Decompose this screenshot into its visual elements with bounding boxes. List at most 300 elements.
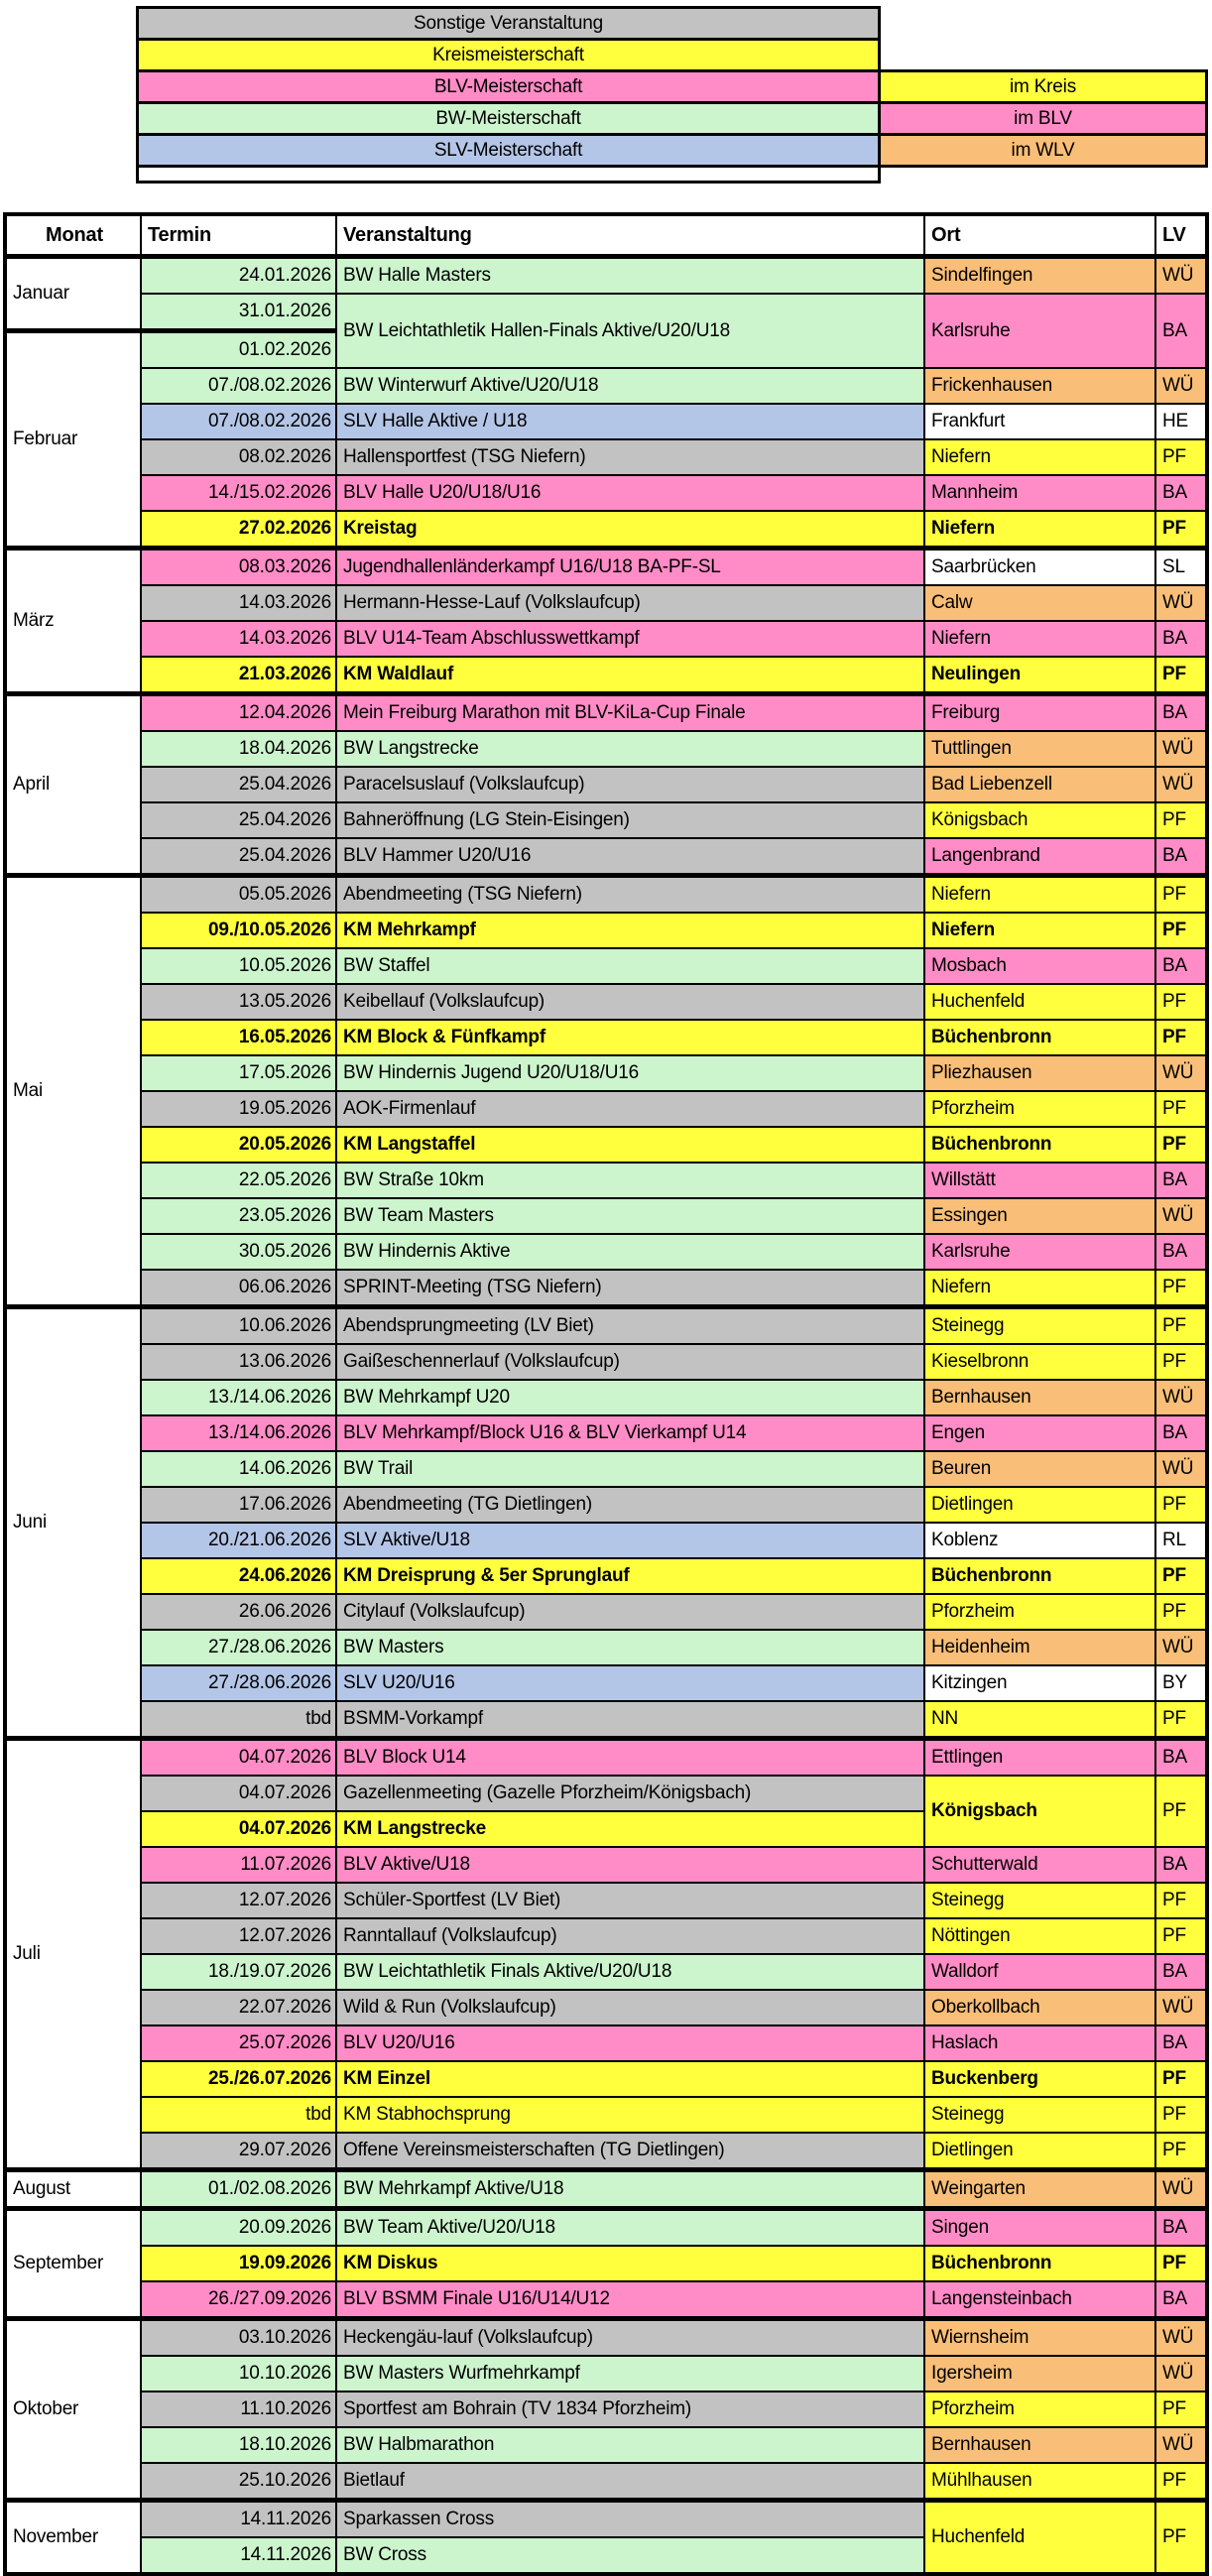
event-row bbox=[5, 439, 1207, 475]
col-header-veranstaltung: Veranstaltung bbox=[336, 214, 924, 257]
cell-lv: HE bbox=[1155, 404, 1207, 439]
cell-termin: 10.05.2026 bbox=[141, 948, 336, 984]
event-row bbox=[5, 511, 1207, 549]
cell-lv: BY bbox=[1155, 1665, 1207, 1701]
cell-lv: WÜ bbox=[1155, 1380, 1207, 1415]
cell-monat: März bbox=[5, 549, 141, 694]
event-row bbox=[5, 1954, 1207, 1990]
cell-termin: 25.04.2026 bbox=[141, 802, 336, 838]
table-header bbox=[5, 214, 1207, 257]
cell-termin: 26.06.2026 bbox=[141, 1594, 336, 1630]
cell-ort: Wiernsheim bbox=[924, 2319, 1155, 2357]
cell-event: KM Block & Fünfkampf bbox=[336, 1020, 924, 1055]
cell-event: KM Stabhochsprung bbox=[336, 2097, 924, 2133]
cell-ort: Bernhausen bbox=[924, 1380, 1155, 1415]
cell-termin: 07./08.02.2026 bbox=[141, 368, 336, 404]
cell-lv: BA bbox=[1155, 1739, 1207, 1777]
cell-termin: 25.10.2026 bbox=[141, 2463, 336, 2501]
cell-ort: Pforzheim bbox=[924, 1594, 1155, 1630]
event-row bbox=[5, 731, 1207, 767]
cell-termin: 16.05.2026 bbox=[141, 1020, 336, 1055]
cell-lv: PF bbox=[1155, 1883, 1207, 1918]
cell-lv: PF bbox=[1155, 876, 1207, 914]
cell-event: Bietlauf bbox=[336, 2463, 924, 2501]
cell-termin: 14./15.02.2026 bbox=[141, 475, 336, 511]
cell-lv: BA bbox=[1155, 294, 1207, 368]
cell-lv: PF bbox=[1155, 1558, 1207, 1594]
cell-event: AOK-Firmenlauf bbox=[336, 1091, 924, 1127]
cell-event: SLV Halle Aktive / U18 bbox=[336, 404, 924, 439]
event-row bbox=[5, 657, 1207, 694]
cell-event: Offene Vereinsmeisterschaften (TG Dietlingen) bbox=[336, 2133, 924, 2170]
cell-event: BW Trail bbox=[336, 1451, 924, 1487]
event-row bbox=[5, 913, 1207, 948]
event-row bbox=[5, 2356, 1207, 2392]
cell-lv: BA bbox=[1155, 1847, 1207, 1883]
cell-ort: Langenbrand bbox=[924, 838, 1155, 876]
cell-termin: 24.06.2026 bbox=[141, 1558, 336, 1594]
event-row bbox=[5, 1451, 1207, 1487]
cell-lv: WÜ bbox=[1155, 767, 1207, 802]
event-row bbox=[5, 767, 1207, 802]
cell-lv: PF bbox=[1155, 2463, 1207, 2501]
event-row bbox=[5, 621, 1207, 657]
cell-ort: Dietlingen bbox=[924, 1487, 1155, 1523]
event-row bbox=[5, 1739, 1207, 1777]
cell-event: Paracelsuslauf (Volkslaufcup) bbox=[336, 767, 924, 802]
cell-ort: Weingarten bbox=[924, 2170, 1155, 2209]
event-row bbox=[5, 475, 1207, 511]
col-header-lv: LV bbox=[1155, 214, 1207, 257]
cell-termin: 25./26.07.2026 bbox=[141, 2061, 336, 2097]
cell-lv: PF bbox=[1155, 1020, 1207, 1055]
event-row bbox=[5, 1163, 1207, 1198]
legend-label: Kreismeisterschaft bbox=[138, 40, 880, 71]
event-row bbox=[5, 2427, 1207, 2463]
cell-event: BW Masters Wurfmehrkampf bbox=[336, 2356, 924, 2392]
cell-termin: 12.07.2026 bbox=[141, 1883, 336, 1918]
cell-event: BW Team Aktive/U20/U18 bbox=[336, 2209, 924, 2247]
cell-ort: Igersheim bbox=[924, 2356, 1155, 2392]
cell-event: Sparkassen Cross bbox=[336, 2501, 924, 2538]
cell-ort: Haslach bbox=[924, 2025, 1155, 2061]
cell-event: BLV Mehrkampf/Block U16 & BLV Vierkampf U14 bbox=[336, 1415, 924, 1451]
cell-event: BW Leichtathletik Finals Aktive/U20/U18 bbox=[336, 1954, 924, 1990]
cell-termin: 14.11.2026 bbox=[141, 2537, 336, 2574]
cell-monat: September bbox=[5, 2209, 141, 2319]
cell-lv: BA bbox=[1155, 1415, 1207, 1451]
cell-termin: 22.07.2026 bbox=[141, 1990, 336, 2025]
cell-ort: Büchenbronn bbox=[924, 2246, 1155, 2281]
event-row bbox=[5, 2097, 1207, 2133]
cell-ort: Büchenbronn bbox=[924, 1558, 1155, 1594]
legend-label: BLV-Meisterschaft bbox=[138, 71, 880, 103]
cell-ort: Karlsruhe bbox=[924, 1234, 1155, 1270]
cell-termin: 13./14.06.2026 bbox=[141, 1380, 336, 1415]
cell-ort: Büchenbronn bbox=[924, 1127, 1155, 1163]
event-row bbox=[5, 1701, 1207, 1739]
event-row bbox=[5, 2133, 1207, 2170]
cell-lv: WÜ bbox=[1155, 2319, 1207, 2357]
cell-event: SLV Aktive/U18 bbox=[336, 1523, 924, 1558]
event-row bbox=[5, 257, 1207, 295]
cell-lv: PF bbox=[1155, 2501, 1207, 2575]
cell-ort: Königsbach bbox=[924, 1776, 1155, 1847]
event-row bbox=[5, 1594, 1207, 1630]
cell-ort: Niefern bbox=[924, 876, 1155, 914]
cell-lv: RL bbox=[1155, 1523, 1207, 1558]
legend bbox=[136, 6, 1208, 184]
cell-event: Sportfest am Bohrain (TV 1834 Pforzheim) bbox=[336, 2392, 924, 2427]
cell-event: BLV Hammer U20/U16 bbox=[336, 838, 924, 876]
cell-lv: PF bbox=[1155, 1918, 1207, 1954]
cell-event: BLV Halle U20/U18/U16 bbox=[336, 475, 924, 511]
cell-termin: 25.04.2026 bbox=[141, 838, 336, 876]
cell-lv: BA bbox=[1155, 1954, 1207, 1990]
legend-scope-label: im WLV bbox=[880, 135, 1207, 167]
cell-lv: WÜ bbox=[1155, 2170, 1207, 2209]
cell-termin: 11.07.2026 bbox=[141, 1847, 336, 1883]
cell-lv: WÜ bbox=[1155, 368, 1207, 404]
cell-ort: NN bbox=[924, 1701, 1155, 1739]
cell-lv: PF bbox=[1155, 1307, 1207, 1345]
cell-event: KM Waldlauf bbox=[336, 657, 924, 694]
event-row bbox=[5, 1847, 1207, 1883]
cell-lv: WÜ bbox=[1155, 1055, 1207, 1091]
cell-event: KM Dreisprung & 5er Sprunglauf bbox=[336, 1558, 924, 1594]
cell-lv: PF bbox=[1155, 1127, 1207, 1163]
event-row bbox=[5, 549, 1207, 586]
cell-lv: WÜ bbox=[1155, 1198, 1207, 1234]
cell-lv: BA bbox=[1155, 694, 1207, 732]
cell-event: BLV Aktive/U18 bbox=[336, 1847, 924, 1883]
cell-monat: Mai bbox=[5, 876, 141, 1307]
event-row bbox=[5, 2319, 1207, 2357]
cell-event: Jugendhallenländerkampf U16/U18 BA-PF-SL bbox=[336, 549, 924, 586]
cell-termin: 14.03.2026 bbox=[141, 621, 336, 657]
event-row bbox=[5, 368, 1207, 404]
legend-scope-label: im Kreis bbox=[880, 71, 1207, 103]
cell-monat: August bbox=[5, 2170, 141, 2209]
cell-termin: 18./19.07.2026 bbox=[141, 1954, 336, 1990]
cell-lv: WÜ bbox=[1155, 2427, 1207, 2463]
legend-empty-cell bbox=[880, 167, 1207, 183]
cell-termin: 22.05.2026 bbox=[141, 1163, 336, 1198]
cell-event: BW Halle Masters bbox=[336, 257, 924, 295]
cell-ort: Mosbach bbox=[924, 948, 1155, 984]
cell-termin: 06.06.2026 bbox=[141, 1270, 336, 1307]
cell-event: BLV BSMM Finale U16/U14/U12 bbox=[336, 2281, 924, 2319]
cell-lv: PF bbox=[1155, 2392, 1207, 2427]
cell-event: BW Masters bbox=[336, 1630, 924, 1665]
cell-termin: 27./28.06.2026 bbox=[141, 1630, 336, 1665]
cell-termin: 18.10.2026 bbox=[141, 2427, 336, 2463]
cell-termin: 26./27.09.2026 bbox=[141, 2281, 336, 2319]
cell-termin: 27./28.06.2026 bbox=[141, 1665, 336, 1701]
event-row bbox=[5, 948, 1207, 984]
cell-ort: Huchenfeld bbox=[924, 984, 1155, 1020]
cell-ort: Niefern bbox=[924, 511, 1155, 549]
cell-lv: WÜ bbox=[1155, 2356, 1207, 2392]
cell-termin: 10.10.2026 bbox=[141, 2356, 336, 2392]
cell-event: BW Hindernis Aktive bbox=[336, 1234, 924, 1270]
cell-event: BLV U20/U16 bbox=[336, 2025, 924, 2061]
cell-lv: WÜ bbox=[1155, 1990, 1207, 2025]
cell-ort: Oberkollbach bbox=[924, 1990, 1155, 2025]
cell-event: Wild & Run (Volkslaufcup) bbox=[336, 1990, 924, 2025]
cell-termin: 09./10.05.2026 bbox=[141, 913, 336, 948]
cell-ort: Willstätt bbox=[924, 1163, 1155, 1198]
legend-empty-cell bbox=[880, 40, 1207, 71]
cell-termin: 01.02.2026 bbox=[141, 331, 336, 369]
cell-ort: Huchenfeld bbox=[924, 2501, 1155, 2575]
cell-termin: 13./14.06.2026 bbox=[141, 1415, 336, 1451]
cell-termin: 07./08.02.2026 bbox=[141, 404, 336, 439]
cell-lv: BA bbox=[1155, 1163, 1207, 1198]
cell-termin: 12.07.2026 bbox=[141, 1918, 336, 1954]
col-header-termin: Termin bbox=[141, 214, 336, 257]
cell-event: BW Team Masters bbox=[336, 1198, 924, 1234]
cell-lv: PF bbox=[1155, 913, 1207, 948]
event-row bbox=[5, 1918, 1207, 1954]
cell-lv: WÜ bbox=[1155, 257, 1207, 295]
cell-event: BW Mehrkampf U20 bbox=[336, 1380, 924, 1415]
cell-ort: Ettlingen bbox=[924, 1739, 1155, 1777]
cell-ort: Buckenberg bbox=[924, 2061, 1155, 2097]
cell-ort: Kitzingen bbox=[924, 1665, 1155, 1701]
event-row bbox=[5, 2392, 1207, 2427]
cell-event: Hallensportfest (TSG Niefern) bbox=[336, 439, 924, 475]
cell-lv: PF bbox=[1155, 1701, 1207, 1739]
event-row bbox=[5, 1344, 1207, 1380]
event-row bbox=[5, 2025, 1207, 2061]
cell-monat: Juni bbox=[5, 1307, 141, 1739]
cell-ort: Niefern bbox=[924, 1270, 1155, 1307]
cell-event: SPRINT-Meeting (TSG Niefern) bbox=[336, 1270, 924, 1307]
cell-ort: Frankfurt bbox=[924, 404, 1155, 439]
event-row bbox=[5, 1883, 1207, 1918]
cell-ort: Sindelfingen bbox=[924, 257, 1155, 295]
cell-ort: Pforzheim bbox=[924, 1091, 1155, 1127]
cell-event: Abendmeeting (TSG Niefern) bbox=[336, 876, 924, 914]
cell-event: KM Diskus bbox=[336, 2246, 924, 2281]
event-row bbox=[5, 2463, 1207, 2501]
legend-empty-cell bbox=[880, 8, 1207, 40]
cell-event: BW Staffel bbox=[336, 948, 924, 984]
cell-lv: PF bbox=[1155, 1344, 1207, 1380]
event-row bbox=[5, 1487, 1207, 1523]
cell-event: BLV Block U14 bbox=[336, 1739, 924, 1777]
cell-termin: 25.07.2026 bbox=[141, 2025, 336, 2061]
cell-termin: 08.03.2026 bbox=[141, 549, 336, 586]
cell-lv: WÜ bbox=[1155, 731, 1207, 767]
cell-event: Schüler-Sportfest (LV Biet) bbox=[336, 1883, 924, 1918]
event-row bbox=[5, 984, 1207, 1020]
cell-ort: Pliezhausen bbox=[924, 1055, 1155, 1091]
cell-termin: 13.06.2026 bbox=[141, 1344, 336, 1380]
cell-ort: Pforzheim bbox=[924, 2392, 1155, 2427]
col-header-monat: Monat bbox=[5, 214, 141, 257]
cell-event: BW Hindernis Jugend U20/U18/U16 bbox=[336, 1055, 924, 1091]
legend-scope-label: im BLV bbox=[880, 103, 1207, 135]
cell-lv: BA bbox=[1155, 948, 1207, 984]
event-row bbox=[5, 1630, 1207, 1665]
cell-termin: 14.06.2026 bbox=[141, 1451, 336, 1487]
cell-event: Heckengäu-lauf (Volkslaufcup) bbox=[336, 2319, 924, 2357]
cell-ort: Karlsruhe bbox=[924, 294, 1155, 368]
event-row bbox=[5, 1020, 1207, 1055]
cell-termin: 14.11.2026 bbox=[141, 2501, 336, 2538]
cell-ort: Neulingen bbox=[924, 657, 1155, 694]
cell-event: SLV U20/U16 bbox=[336, 1665, 924, 1701]
event-row bbox=[5, 404, 1207, 439]
cell-ort: Kieselbronn bbox=[924, 1344, 1155, 1380]
cell-ort: Steinegg bbox=[924, 1883, 1155, 1918]
cell-event: Gazellenmeeting (Gazelle Pforzheim/Königsbach) bbox=[336, 1776, 924, 1811]
cell-termin: 13.05.2026 bbox=[141, 984, 336, 1020]
cell-ort: Freiburg bbox=[924, 694, 1155, 732]
cell-termin: 17.05.2026 bbox=[141, 1055, 336, 1091]
legend-spacer-cell bbox=[138, 167, 880, 183]
cell-event: Bahneröffnung (LG Stein-Eisingen) bbox=[336, 802, 924, 838]
cell-ort: Essingen bbox=[924, 1198, 1155, 1234]
cell-monat: April bbox=[5, 694, 141, 876]
cell-ort: Engen bbox=[924, 1415, 1155, 1451]
cell-lv: BA bbox=[1155, 838, 1207, 876]
cell-event: KM Langstrecke bbox=[336, 1811, 924, 1847]
cell-ort: Singen bbox=[924, 2209, 1155, 2247]
cell-event: BW Winterwurf Aktive/U20/U18 bbox=[336, 368, 924, 404]
cell-event: BW Leichtathletik Hallen-Finals Aktive/U20/U18 bbox=[336, 294, 924, 368]
event-row bbox=[5, 585, 1207, 621]
cell-lv: PF bbox=[1155, 439, 1207, 475]
cell-termin: 08.02.2026 bbox=[141, 439, 336, 475]
events-table bbox=[3, 212, 1209, 2576]
event-row bbox=[5, 2246, 1207, 2281]
cell-lv: PF bbox=[1155, 1091, 1207, 1127]
cell-lv: PF bbox=[1155, 2133, 1207, 2170]
cell-event: BW Mehrkampf Aktive/U18 bbox=[336, 2170, 924, 2209]
cell-monat: Januar bbox=[5, 257, 141, 331]
event-row bbox=[5, 1665, 1207, 1701]
cell-termin: 21.03.2026 bbox=[141, 657, 336, 694]
cell-event: Kreistag bbox=[336, 511, 924, 549]
cell-termin: 10.06.2026 bbox=[141, 1307, 336, 1345]
cell-lv: WÜ bbox=[1155, 1630, 1207, 1665]
cell-lv: PF bbox=[1155, 2097, 1207, 2133]
cell-ort: Langensteinbach bbox=[924, 2281, 1155, 2319]
cell-ort: Bernhausen bbox=[924, 2427, 1155, 2463]
event-row bbox=[5, 2501, 1207, 2538]
cell-termin: 20.05.2026 bbox=[141, 1127, 336, 1163]
cell-lv: BA bbox=[1155, 2209, 1207, 2247]
cell-ort: Niefern bbox=[924, 439, 1155, 475]
cell-lv: BA bbox=[1155, 1234, 1207, 1270]
cell-ort: Calw bbox=[924, 585, 1155, 621]
event-row bbox=[5, 876, 1207, 914]
cell-termin: 03.10.2026 bbox=[141, 2319, 336, 2357]
event-row bbox=[5, 2281, 1207, 2319]
cell-ort: Saarbrücken bbox=[924, 549, 1155, 586]
cell-ort: Büchenbronn bbox=[924, 1020, 1155, 1055]
cell-termin: 04.07.2026 bbox=[141, 1811, 336, 1847]
cell-event: KM Langstaffel bbox=[336, 1127, 924, 1163]
cell-lv: PF bbox=[1155, 1487, 1207, 1523]
event-row bbox=[5, 1198, 1207, 1234]
cell-termin: 29.07.2026 bbox=[141, 2133, 336, 2170]
event-row bbox=[5, 1234, 1207, 1270]
cell-termin: tbd bbox=[141, 1701, 336, 1739]
col-header-ort: Ort bbox=[924, 214, 1155, 257]
cell-event: Gaißeschennerlauf (Volkslaufcup) bbox=[336, 1344, 924, 1380]
event-row bbox=[5, 2209, 1207, 2247]
cell-termin: 11.10.2026 bbox=[141, 2392, 336, 2427]
event-row bbox=[5, 1091, 1207, 1127]
cell-termin: 30.05.2026 bbox=[141, 1234, 336, 1270]
cell-event: BW Halbmarathon bbox=[336, 2427, 924, 2463]
legend-row bbox=[138, 135, 1207, 167]
cell-ort: Tuttlingen bbox=[924, 731, 1155, 767]
cell-lv: BA bbox=[1155, 2025, 1207, 2061]
cell-event: KM Mehrkampf bbox=[336, 913, 924, 948]
cell-lv: BA bbox=[1155, 2281, 1207, 2319]
cell-event: BW Straße 10km bbox=[336, 1163, 924, 1198]
event-row bbox=[5, 294, 1207, 331]
legend-row bbox=[138, 40, 1207, 71]
event-row bbox=[5, 802, 1207, 838]
cell-termin: 01./02.08.2026 bbox=[141, 2170, 336, 2209]
cell-ort: Heidenheim bbox=[924, 1630, 1155, 1665]
cell-lv: PF bbox=[1155, 802, 1207, 838]
cell-lv: PF bbox=[1155, 2061, 1207, 2097]
cell-event: BLV U14-Team Abschlusswettkampf bbox=[336, 621, 924, 657]
cell-termin: 19.05.2026 bbox=[141, 1091, 336, 1127]
cell-termin: 23.05.2026 bbox=[141, 1198, 336, 1234]
cell-ort: Niefern bbox=[924, 913, 1155, 948]
legend-label: BW-Meisterschaft bbox=[138, 103, 880, 135]
event-row bbox=[5, 1990, 1207, 2025]
event-row bbox=[5, 1307, 1207, 1345]
cell-ort: Königsbach bbox=[924, 802, 1155, 838]
cell-event: Hermann-Hesse-Lauf (Volkslaufcup) bbox=[336, 585, 924, 621]
cell-ort: Mühlhausen bbox=[924, 2463, 1155, 2501]
cell-ort: Frickenhausen bbox=[924, 368, 1155, 404]
cell-termin: 24.01.2026 bbox=[141, 257, 336, 295]
cell-termin: 31.01.2026 bbox=[141, 294, 336, 331]
cell-lv: SL bbox=[1155, 549, 1207, 586]
cell-monat: Februar bbox=[5, 331, 141, 549]
cell-event: Abendmeeting (TG Dietlingen) bbox=[336, 1487, 924, 1523]
cell-ort: Schutterwald bbox=[924, 1847, 1155, 1883]
legend-row bbox=[138, 8, 1207, 40]
cell-lv: WÜ bbox=[1155, 1451, 1207, 1487]
event-row bbox=[5, 1523, 1207, 1558]
cell-monat: Oktober bbox=[5, 2319, 141, 2501]
cell-event: KM Einzel bbox=[336, 2061, 924, 2097]
event-row bbox=[5, 1558, 1207, 1594]
legend-label: Sonstige Veranstaltung bbox=[138, 8, 880, 40]
event-row bbox=[5, 1270, 1207, 1307]
cell-ort: Niefern bbox=[924, 621, 1155, 657]
event-row bbox=[5, 1776, 1207, 1811]
cell-lv: WÜ bbox=[1155, 585, 1207, 621]
cell-monat: November bbox=[5, 2501, 141, 2575]
cell-lv: PF bbox=[1155, 1270, 1207, 1307]
cell-termin: 17.06.2026 bbox=[141, 1487, 336, 1523]
event-row bbox=[5, 1380, 1207, 1415]
cell-lv: PF bbox=[1155, 1776, 1207, 1847]
cell-lv: BA bbox=[1155, 475, 1207, 511]
